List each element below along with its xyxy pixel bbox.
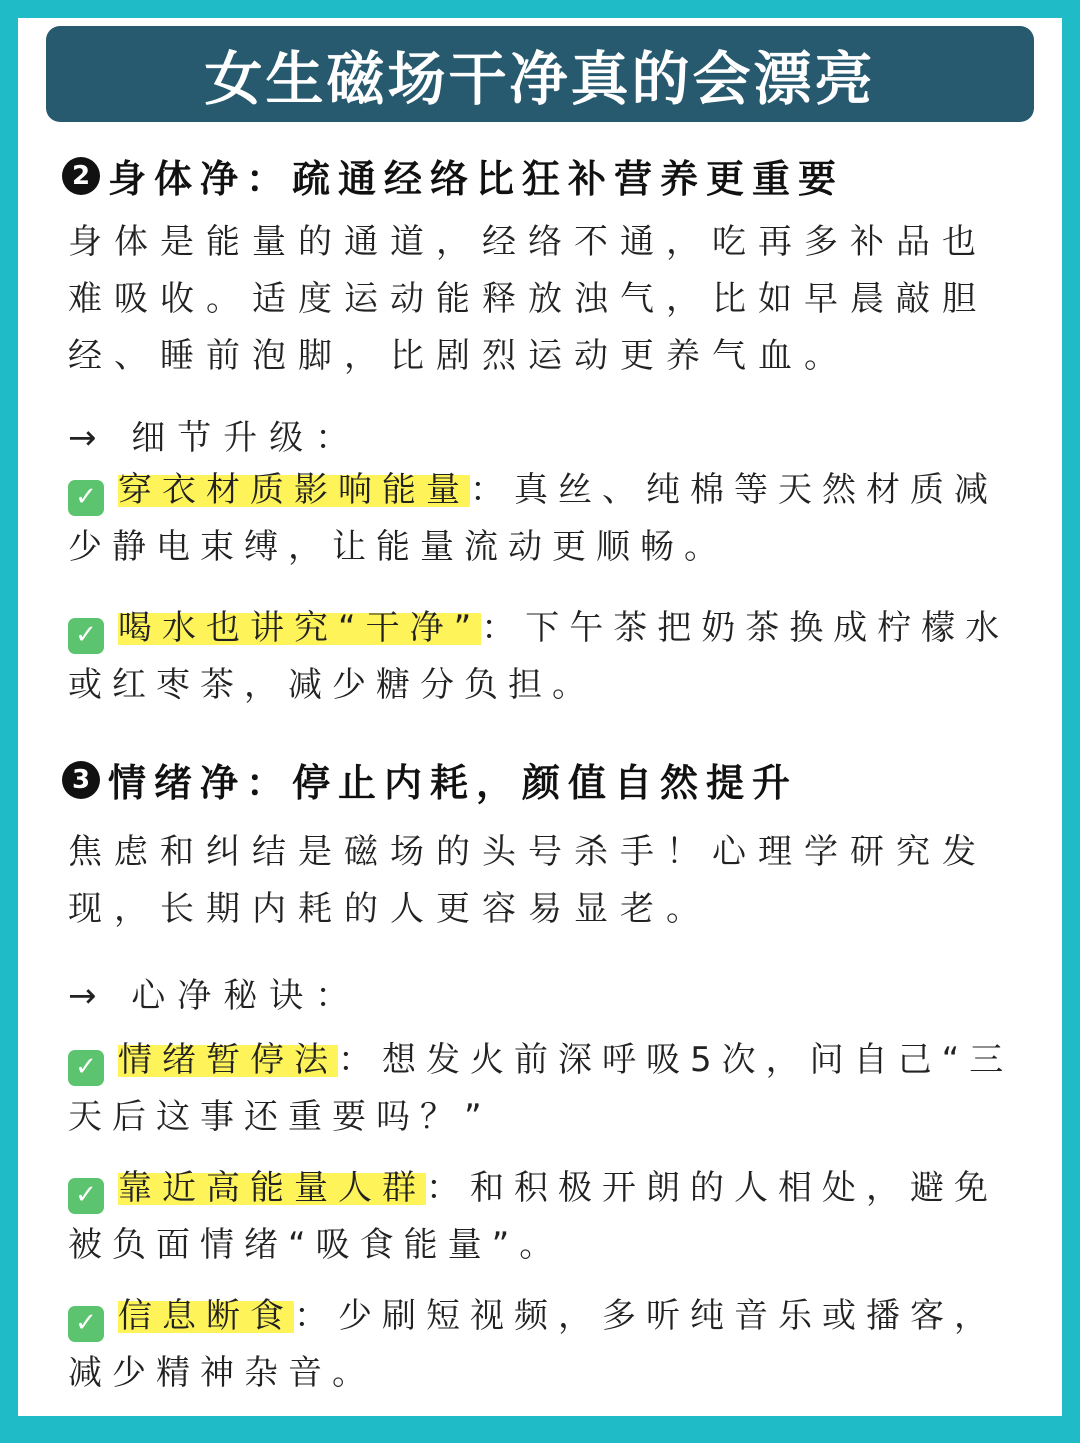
check-mark-icon: ✓: [68, 1306, 104, 1342]
check-mark-icon: ✓: [68, 618, 104, 654]
check-mark-icon: ✓: [68, 1178, 104, 1214]
item-text: ：少刷短视频，多听纯音乐或播客，减少精神杂音。: [68, 1296, 998, 1393]
section-2-item-1: [68, 462, 1018, 576]
item-highlight: 情绪暂停法: [118, 1040, 338, 1080]
item-highlight: 喝水也讲究“干净”: [118, 608, 482, 648]
section-3-tips-label: → 心净秘诀：: [68, 976, 362, 1016]
circled-number-2-icon: 2: [62, 157, 100, 195]
item-text: ：下午茶把奶茶换成柠檬水或红枣茶，减少糖分负担。: [68, 608, 1010, 705]
section-2-body: 身体是能量的通道，经络不通，吃再多补品也难吸收。适度运动能释放浊气，比如早晨敲胆经、睡前泡脚，比剧烈运动更养气血。: [68, 222, 988, 376]
section-3-heading-text: 情绪净：停止内耗，颜值自然提升: [108, 761, 799, 805]
section-2-item-2: [68, 600, 1018, 714]
section-3-body: 焦虑和纠结是磁场的头号杀手！心理学研究发现，长期内耗的人更容易显老。: [68, 832, 988, 929]
section-2-tips-label: → 细节升级：: [68, 418, 362, 458]
section-2-heading-text: 身体净：疏通经络比狂补营养更重要: [108, 157, 845, 201]
section-3-heading: [62, 752, 798, 807]
section-2-heading: [62, 148, 844, 203]
item-highlight: 靠近高能量人群: [118, 1168, 426, 1208]
check-mark-icon: ✓: [68, 1050, 104, 1086]
section-3-item-2: [68, 1160, 1018, 1274]
item-text: ：和积极开朗的人相处，避免被负面情绪“吸食能量”。: [68, 1168, 998, 1265]
check-mark-icon: ✓: [68, 480, 104, 516]
page-title: 女生磁场干净真的会漂亮: [46, 26, 1034, 122]
item-highlight: 穿衣材质影响能量: [118, 470, 470, 510]
circled-number-3-icon: 3: [62, 761, 100, 799]
item-highlight: 信息断食: [118, 1296, 294, 1336]
section-3-item-1: [68, 1032, 1018, 1146]
item-text: ：想发火前深呼吸5次，问自己“三天后这事还重要吗？”: [68, 1040, 1014, 1137]
section-3-item-3: [68, 1288, 1018, 1402]
item-text: ：真丝、纯棉等天然材质减少静电束缚，让能量流动更顺畅。: [68, 470, 998, 567]
